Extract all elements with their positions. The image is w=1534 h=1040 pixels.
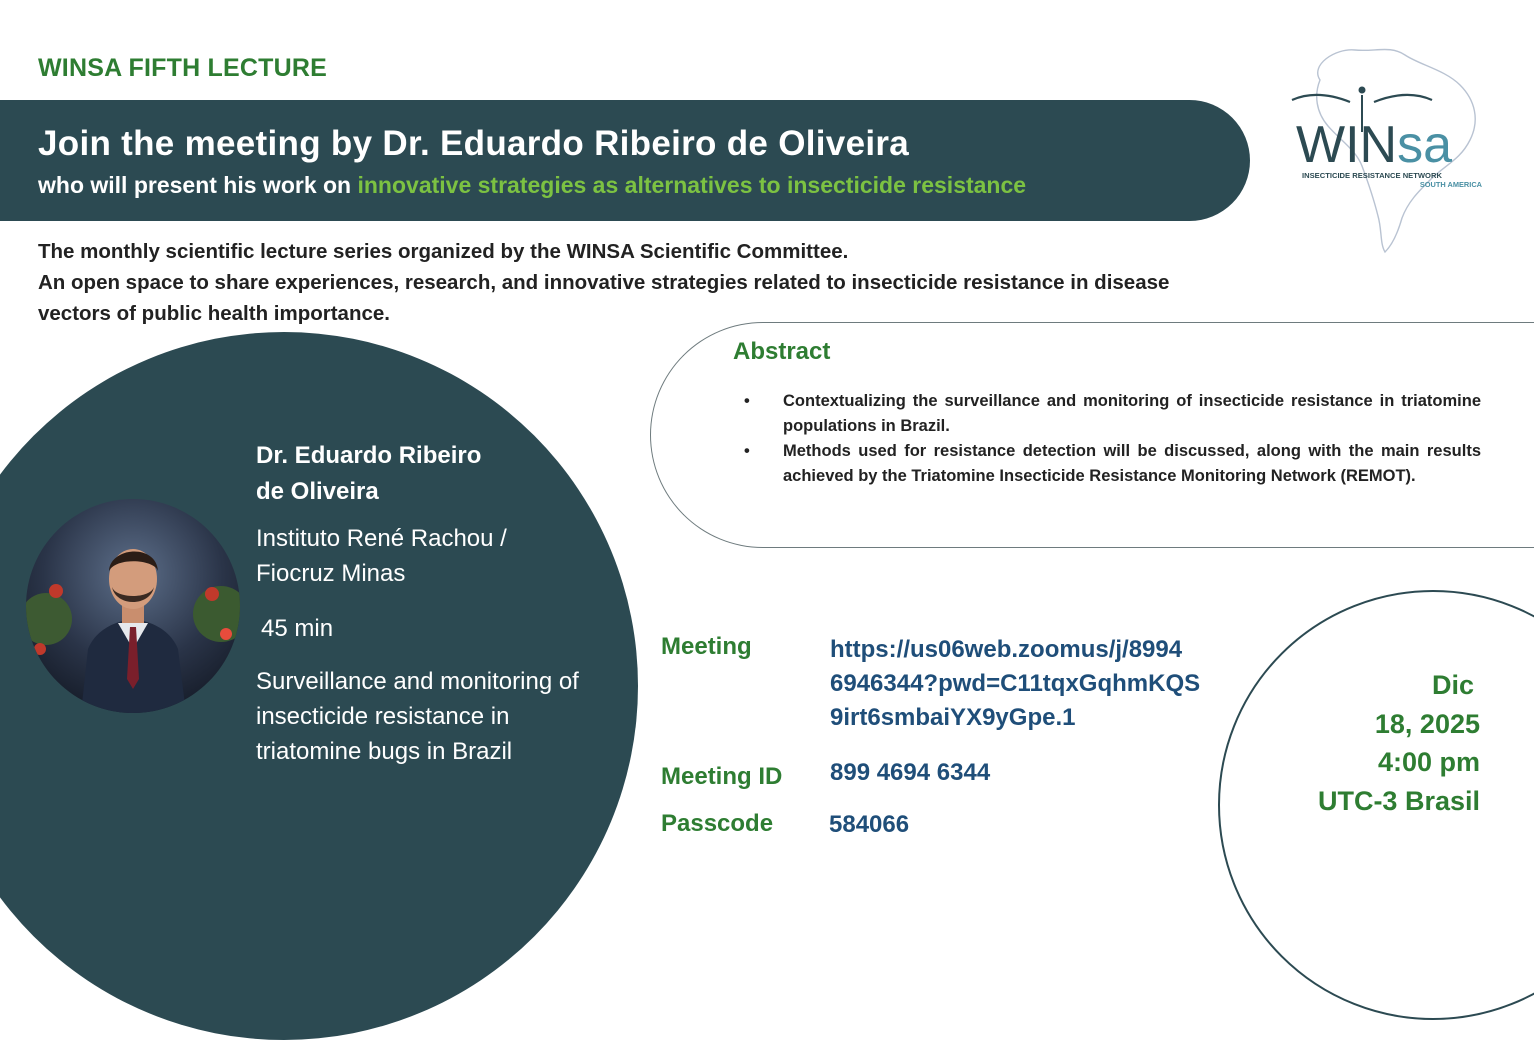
abstract-list [744,389,1481,489]
talk-title: Surveillance and monitoring of insecticide resistance in triatomine bugs in Brazil [256,668,579,765]
logo-tagline: INSECTICIDE RESISTANCE NETWORK [1302,171,1442,180]
subtitle-highlight: innovative strategies as alternatives to insecticide resistance [357,172,1027,198]
lecture-kicker: WINSA FIFTH LECTURE [38,54,327,82]
passcode-value: 584066 [829,811,910,838]
logo-wordmark-accent: sa [1397,116,1453,174]
page-title: Join the meeting by Dr. Eduardo Ribeiro de Oliveira [38,124,910,163]
intro-line-1: The monthly scientific lecture series organized by the WINSA Scientific Committee. [38,240,849,263]
event-date [1240,666,1480,820]
abstract-item-text: Contextualizing the surveillance and monitoring of insecticide resistance in triatomine populations in Brazil. [783,392,1481,435]
logo-wordmark-main: WIN [1296,116,1398,174]
speaker-affiliation [256,521,507,591]
winsa-logo [1280,40,1500,260]
meeting-id-value: 899 4694 6344 [830,759,991,786]
talk-duration: 45 min [261,615,334,642]
meeting-link-label: Meeting [661,633,752,660]
date-time: 4:00 pm [1377,747,1480,777]
abstract-item-text: Methods used for resistance detection will be discussed, along with the main results achieved by the Triatomine Insecticide Resistance Monitoring Network (REMOT). [783,442,1481,485]
date-month: Dic [1431,670,1474,700]
bullet-icon: • [744,392,750,410]
meeting-link[interactable] [830,633,1200,735]
speaker-photo [26,499,240,713]
logo-tagline-region: SOUTH AMERICA [1419,180,1482,189]
logo-wordmark [1296,116,1452,174]
intro-line-2: An open space to share experiences, research, and innovative strategies related to insecticide resistance in disease vectors of public health importance. [38,271,1170,325]
affiliation-line-1: Instituto René Rachou / [256,525,507,552]
meeting-link-line-2[interactable]: 6946344?pwd=C11tqxGqhmKQS [830,670,1201,697]
speaker-name-line-1: Dr. Eduardo Ribeiro [256,442,482,469]
speaker-name [256,438,481,510]
bullet-icon: • [744,442,750,460]
list-item [744,389,1481,439]
meeting-link-line-1[interactable]: https://us06web.zoomus/j/8994 [830,636,1183,663]
list-item [744,439,1481,489]
subtitle-prefix: who will present his work on [38,172,358,198]
passcode-label: Passcode [661,810,774,837]
meeting-link-line-3[interactable]: 9irt6smbaiYX9yGpe.1 [830,704,1076,731]
page-subtitle [38,172,1026,199]
meeting-id-label: Meeting ID [661,763,783,790]
affiliation-line-2: Fiocruz Minas [256,560,406,587]
intro-text [38,236,1198,329]
abstract-title: Abstract [733,338,831,365]
date-timezone: UTC-3 Brasil [1317,785,1480,816]
speaker-name-line-2: de Oliveira [256,478,379,505]
date-day-year: 18, 2025 [1374,708,1480,739]
